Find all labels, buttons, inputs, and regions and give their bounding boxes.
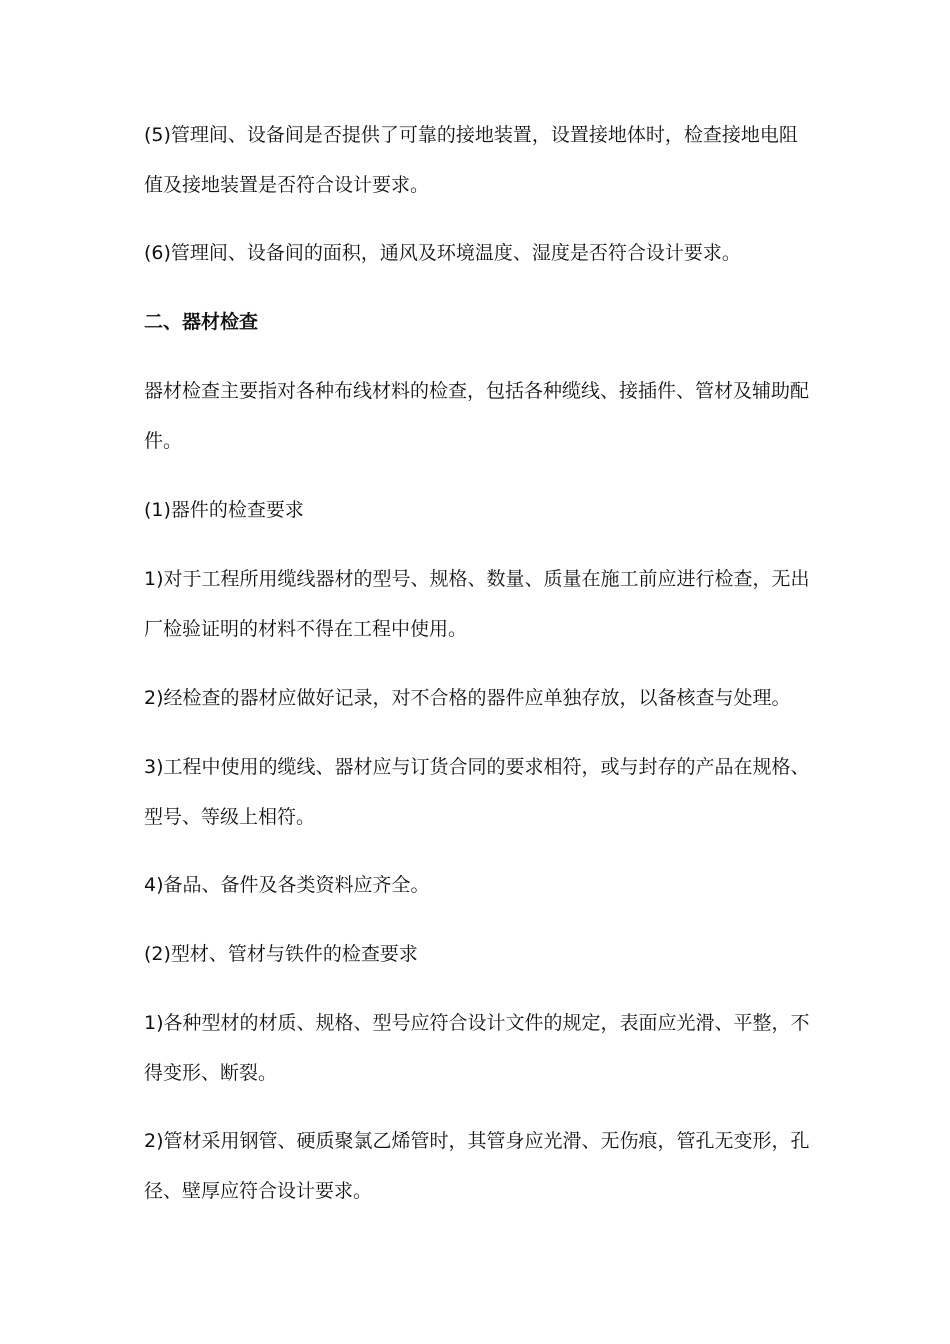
subheading-component-requirements: (1)器件的检查要求	[144, 499, 304, 521]
list-item-profile-materials: 1)各种型材的材质、规格、型号应符合设计文件的规定，表面应光滑、平整，不得变形、断裂。	[144, 1012, 810, 1084]
list-item-contract-match: 3)工程中使用的缆线、器材应与订货合同的要求相符，或与封存的产品在规格、型号、等级上相符。	[144, 756, 810, 828]
section-heading-equipment-check: 二、器材检查	[144, 311, 259, 333]
list-item-spares: 4)备品、备件及各类资料应齐全。	[144, 874, 430, 896]
paragraph-equipment-intro: 器材检查主要指对各种布线材料的检查，包括各种缆线、接插件、管材及辅助配件。	[144, 380, 810, 452]
list-item-cable-inspection: 1)对于工程所用缆线器材的型号、规格、数量、质量在施工前应进行检查，无出厂检验证明的材料不得在工程中使用。	[144, 568, 810, 640]
list-item-pipe-materials: 2)管材采用钢管、硬质聚氯乙烯管时，其管身应光滑、无伤痕，管孔无变形，孔径、壁厚应符合设计要求。	[144, 1130, 810, 1202]
paragraph-room-environment: (6)管理间、设备间的面积，通风及环境温度、湿度是否符合设计要求。	[144, 242, 741, 264]
list-item-records: 2)经检查的器材应做好记录，对不合格的器件应单独存放，以备核查与处理。	[144, 687, 791, 709]
subheading-profile-pipe-requirements: (2)型材、管材与铁件的检查要求	[144, 943, 418, 965]
paragraph-grounding-check: (5)管理间、设备间是否提供了可靠的接地装置，设置接地体时，检查接地电阻值及接地装置是否符合设计要求。	[144, 124, 798, 196]
